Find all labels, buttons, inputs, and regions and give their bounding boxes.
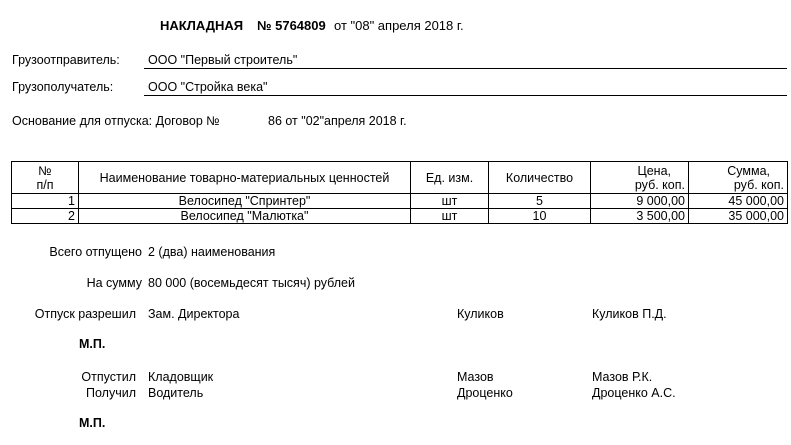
consignee-underline	[144, 95, 787, 96]
shipper-label: Грузоотправитель:	[12, 53, 120, 67]
row-price: 3 500,00	[591, 209, 689, 224]
row-name: Велосипед "Малютка"	[79, 209, 411, 224]
column-header-num-line1: №	[38, 163, 52, 178]
document-date: от "08" апреля 2018 г.	[334, 18, 464, 33]
row-unit: шт	[411, 194, 489, 209]
goods-table	[11, 161, 788, 224]
table-row	[12, 209, 788, 224]
released-by-label: Отпустил	[81, 370, 136, 384]
row-qty: 5	[489, 194, 591, 209]
received-by-position: Водитель	[148, 386, 204, 400]
basis-value: 86 от "02"апреля 2018 г.	[268, 114, 407, 128]
shipper-value: ООО "Первый строитель"	[148, 53, 298, 67]
authorized-position: Зам. Директора	[148, 307, 240, 321]
released-by-signature: Мазов	[457, 370, 494, 384]
released-total-value: 2 (два) наименования	[148, 245, 276, 259]
authorized-name: Куликов П.Д.	[592, 307, 667, 321]
document-number: № 5764809	[257, 18, 326, 33]
column-header-name: Наименование товарно-материальных ценностей	[79, 162, 411, 194]
row-num: 2	[12, 209, 79, 224]
released-by-position: Кладовщик	[148, 370, 214, 384]
column-header-qty: Количество	[489, 162, 591, 194]
column-header-price	[591, 162, 689, 194]
table-row	[12, 194, 788, 209]
column-header-num	[12, 162, 79, 194]
released-total-label: Всего отпущено	[49, 245, 142, 259]
column-header-unit: Ед. изм.	[411, 162, 489, 194]
column-header-sum-line1: Сумма,	[727, 163, 770, 178]
row-sum: 45 000,00	[689, 194, 788, 209]
consignee-value: ООО "Стройка века"	[148, 80, 268, 94]
column-header-sum-line2: руб. коп.	[733, 177, 784, 192]
column-header-sum	[689, 162, 788, 194]
sum-total-value: 80 000 (восемьдесят тысяч) рублей	[148, 276, 355, 290]
row-price: 9 000,00	[591, 194, 689, 209]
column-header-price-line1: Цена,	[637, 163, 671, 178]
authorized-label: Отпуск разрешил	[34, 307, 136, 321]
basis-label: Основание для отпуска: Договор №	[12, 114, 220, 128]
column-header-price-line2: руб. коп.	[634, 177, 685, 192]
sum-total-label: На сумму	[86, 276, 142, 290]
shipper-underline	[144, 68, 787, 69]
authorized-signature: Куликов	[457, 307, 504, 321]
received-by-label: Получил	[86, 386, 136, 400]
row-qty: 10	[489, 209, 591, 224]
consignee-label: Грузополучатель:	[12, 80, 114, 94]
document-title: НАКЛАДНАЯ	[160, 18, 244, 33]
released-by-name: Мазов Р.К.	[592, 370, 653, 384]
column-header-num-line2: п/п	[36, 177, 54, 192]
row-name: Велосипед "Спринтер"	[79, 194, 411, 209]
received-by-signature: Дроценко	[457, 386, 513, 400]
stamp-mark: М.П.	[79, 337, 106, 351]
table-header-row	[12, 162, 788, 194]
row-num: 1	[12, 194, 79, 209]
stamp-mark-2: М.П.	[79, 416, 106, 430]
received-by-name: Дроценко А.С.	[592, 386, 676, 400]
row-sum: 35 000,00	[689, 209, 788, 224]
row-unit: шт	[411, 209, 489, 224]
